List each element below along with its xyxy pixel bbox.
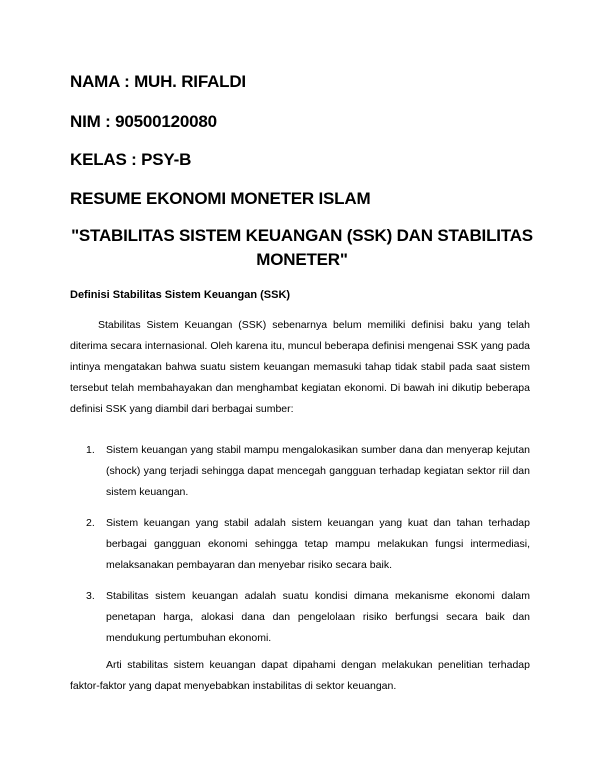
definition-list bbox=[86, 440, 530, 659]
topic-title: "STABILITAS SISTEM KEUANGAN (SSK) DAN STABILITAS MONETER" bbox=[71, 226, 533, 269]
list-item-number: 2. bbox=[86, 517, 95, 529]
section-title: Definisi Stabilitas Sistem Keuangan (SSK) bbox=[70, 289, 291, 301]
list-item-text: Sistem keuangan yang stabil adalah sistem keuangan yang kuat dan tahan terhadap berbagai gangguan ekonomi sehingga tetap mampu melakukan fungsi intermediasi, melaksanakan pembayaran dan menyebar risiko secara baik. bbox=[106, 517, 530, 571]
list-item-text: Sistem keuangan yang stabil mampu mengalokasikan sumber dana dan menyerap kejutan (shock) yang terjadi sehingga dapat mencegah gangguan terhadap kegiatan sektor riil dan sistem keuangan. bbox=[106, 444, 530, 498]
list-item-number: 1. bbox=[86, 444, 95, 456]
list-item bbox=[86, 513, 530, 576]
list-item bbox=[86, 440, 530, 503]
student-name: NAMA : MUH. RIFALDI bbox=[70, 72, 246, 91]
student-class: KELAS : PSY-B bbox=[70, 150, 192, 169]
intro-paragraph: Stabilitas Sistem Keuangan (SSK) sebenarnya belum memiliki definisi baku yang telah diterima secara internasional. Oleh karena itu, muncul beberapa definisi mengenai SSK yang pada intinya mengatakan bahwa suatu sistem keuangan memasuki tahap tidak stabil pada saat sistem tersebut telah membahayakan dan menghambat kegiatan ekonomi. Di bawah ini dikutip beberapa definisi SSK yang diambil dari berbagai sumber: bbox=[70, 319, 530, 415]
list-item bbox=[86, 586, 530, 649]
course-title: RESUME EKONOMI MONETER ISLAM bbox=[70, 189, 371, 208]
list-item-text: Stabilitas sistem keuangan adalah suatu kondisi dimana mekanisme ekonomi dalam penetapan harga, alokasi dana dan pengelolaan risiko berfungsi secara baik dan mendukung pertumbuhan ekonomi. bbox=[106, 590, 530, 644]
closing-paragraph: Arti stabilitas sistem keuangan dapat dipahami dengan melakukan penelitian terhadap faktor-faktor yang dapat menyebabkan instabilitas di sektor keuangan. bbox=[70, 659, 530, 692]
list-item-number: 3. bbox=[86, 590, 95, 602]
student-nim: NIM : 90500120080 bbox=[70, 112, 217, 131]
